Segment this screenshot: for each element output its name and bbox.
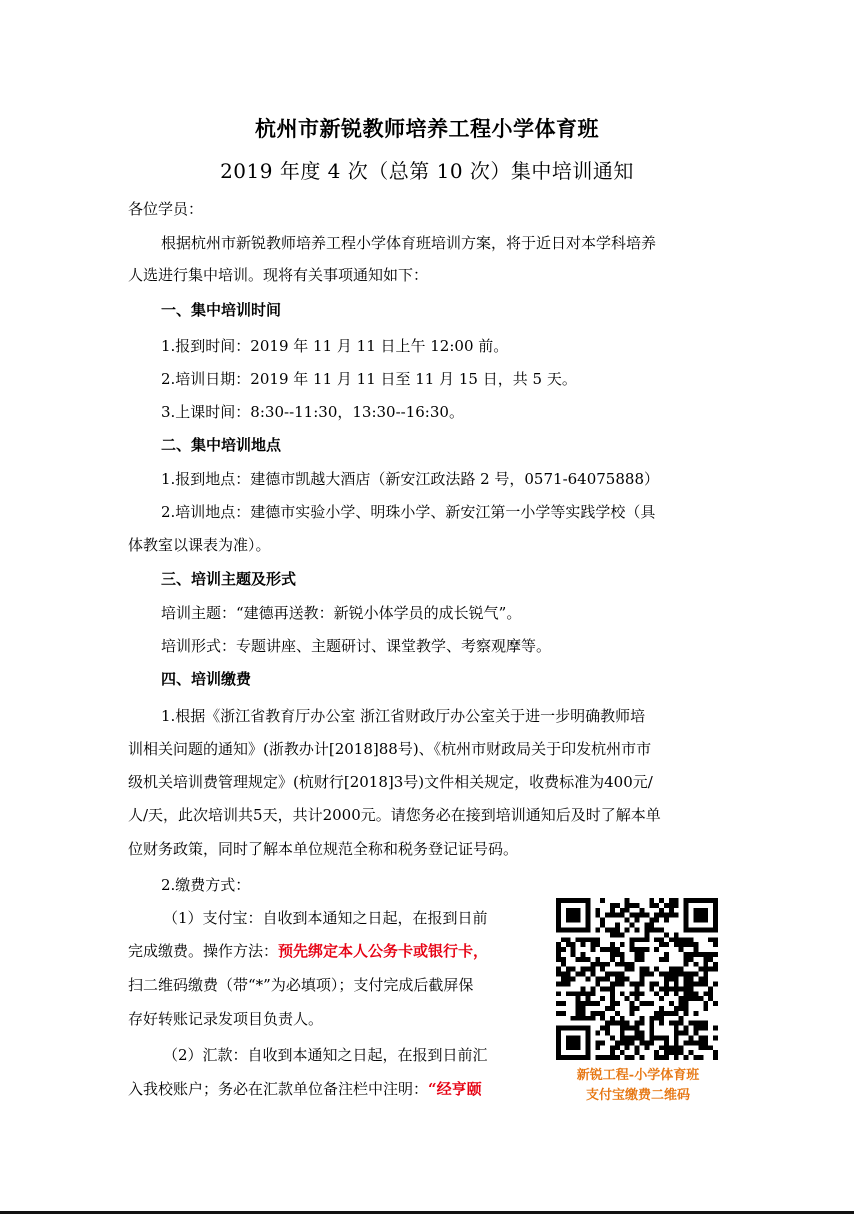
section-heading-location: 二、集中培训地点 (161, 436, 282, 454)
alipay-line-2 (128, 940, 538, 961)
section-heading-theme: 三、培训主题及形式 (161, 570, 297, 588)
remit-line-2 (128, 1078, 538, 1099)
alipay-line-4: 存好转账记录发项目负责人。 (128, 1010, 324, 1028)
document-subtitle: 2019 年度 4 次（总第 10 次）集中培训通知 (220, 159, 634, 183)
location-item-1: 1.报到地点：建德市凯越大酒店（新安江政法路 2 号，0571-64075888） (161, 470, 659, 488)
fee-para-line-4: 人/天，此次培训共5天，共计2000元。请您务必在接到培训通知后及时了解本单 (128, 806, 661, 824)
location-item-2-line-2: 体教室以课表为准）。 (128, 536, 271, 554)
alipay-line-3: 扫二维码缴费（带“*”为必填项）；支付完成后截屏保 (128, 976, 474, 994)
time-item-1: 1.报到时间：2019 年 11 月 11 日上午 12:00 前。 (161, 337, 509, 355)
remit-line-1: （2）汇款：自收到本通知之日起，在报到日前汇 (163, 1046, 488, 1064)
qr-caption-subtitle: 支付宝缴费二维码 (585, 1088, 690, 1103)
location-item-2-line-1: 2.培训地点：建德市实验小学、明珠小学、新安江第一小学等实践学校（具 (161, 503, 656, 521)
intro-line-1: 根据杭州市新锐教师培养工程小学体育班培训方案，将于近日对本学科培养 (161, 234, 657, 252)
qr-code-icon[interactable] (556, 898, 718, 1060)
training-theme: 培训主题：“建德再送教：新锐小体学员的成长锐气”。 (161, 604, 522, 622)
alipay-line-1: （1）支付宝：自收到本通知之日起，在报到日前 (163, 909, 488, 927)
qr-caption-title: 新锐工程-小学体育班 (576, 1068, 700, 1083)
fee-para-line-2: 训相关问题的通知》(浙教办计[2018]88号)、《杭州市财政局关于印发杭州市市 (128, 740, 652, 758)
fee-para-line-3: 级机关培训费管理规定》(杭财行[2018]3号)文件相关规定，收费标准为400元/ (128, 773, 653, 791)
remit-highlight: “经亨颐 (428, 1080, 482, 1098)
document-title: 杭州市新锐教师培养工程小学体育班 (255, 116, 599, 141)
fee-para-line-5: 位财务政策，同时了解本单位规范全称和税务登记证号码。 (128, 840, 519, 858)
remit-instruction: 入我校账户；务必在汇款单位备注栏中注明： (128, 1080, 429, 1098)
alipay-instruction: 完成缴费。操作方法： (128, 942, 279, 960)
time-item-2: 2.培训日期：2019 年 11 月 11 日至 11 月 15 日，共 5 天。 (161, 370, 577, 388)
alipay-highlight: 预先绑定本人公务卡或银行卡， (278, 942, 489, 960)
payment-method-label: 2.缴费方式： (161, 876, 251, 894)
time-item-3: 3.上课时间：8:30--11:30，13:30--16:30。 (161, 403, 464, 421)
section-heading-fee: 四、培训缴费 (161, 670, 252, 688)
intro-line-2: 人选进行集中培训。现将有关事项通知如下： (128, 266, 429, 284)
greeting: 各位学员： (128, 200, 204, 218)
training-form: 培训形式：专题讲座、主题研讨、课堂教学、考察观摩等。 (161, 637, 552, 655)
fee-para-line-1: 1.根据《浙江省教育厅办公室 浙江省财政厅办公室关于进一步明确教师培 (161, 707, 646, 725)
section-heading-time: 一、集中培训时间 (161, 301, 282, 319)
